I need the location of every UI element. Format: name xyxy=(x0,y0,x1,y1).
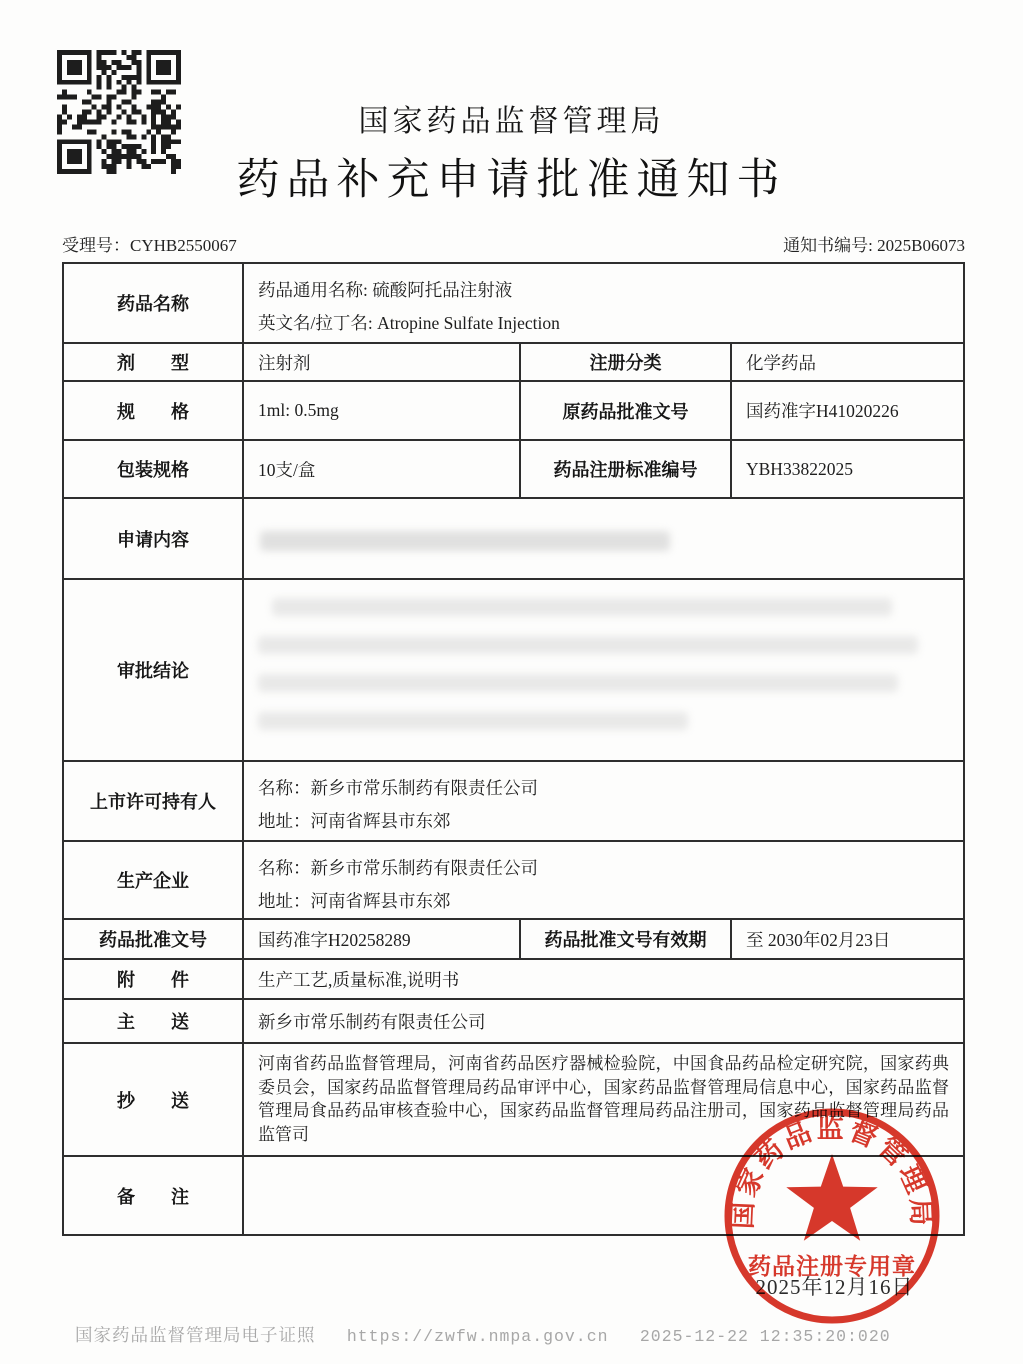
cc-label: 抄 送 xyxy=(117,1090,189,1111)
row-specification xyxy=(64,380,963,439)
mah-name: 名称：新乡市常乐制药有限责任公司 xyxy=(258,778,538,798)
row-application-content xyxy=(64,497,963,578)
manufacturer-value xyxy=(242,842,963,918)
cc-value: 河南省药品监督管理局，河南省药品医疗器械检验院，中国食品药品检定研究院，国家药典委员会，国家药品监督管理局药品审评中心，国家药品监督管理局信息中心，国家药品监督管理局食品药品审核查验中心，国家药品监督管理局药品注册司，国家药品监督管理局药品监管司 xyxy=(242,1044,963,1155)
approval-conclusion-label: 审批结论 xyxy=(117,661,189,681)
package-spec-value: 10支/盒 xyxy=(242,441,519,497)
seal-date: 2025年12月16日 xyxy=(755,1275,914,1299)
seal-ring-text: 国家药品监督管理局 xyxy=(727,1113,937,1230)
row-mah xyxy=(64,760,963,840)
row-approval-no xyxy=(64,918,963,958)
approval-no-value: 国药准字H20258289 xyxy=(242,920,519,958)
manufacturer-address: 地址：河南省辉县市东郊 xyxy=(258,891,451,911)
row-attachments xyxy=(64,958,963,998)
notice-number-label: 通知书编号: xyxy=(783,236,878,255)
approval-conclusion-redacted xyxy=(242,580,963,760)
redacted-text-blob xyxy=(260,531,670,551)
manufacturer-name: 名称：新乡市常乐制药有限责任公司 xyxy=(258,858,538,878)
mah-value xyxy=(242,762,963,840)
main-recipient-value: 新乡市常乐制药有限责任公司 xyxy=(242,1000,963,1042)
acceptance-number xyxy=(62,231,237,256)
registration-class-value: 化学药品 xyxy=(730,344,963,380)
row-dosage-form xyxy=(64,342,963,380)
document-title: 药品补充申请批准通知书 xyxy=(236,157,787,204)
registration-std-no-label: 药品注册标准编号 xyxy=(519,441,730,497)
row-package-spec xyxy=(64,439,963,497)
drug-generic-name: 药品通用名称: 硫酸阿托品注射液 xyxy=(258,280,513,300)
attachments-label: 附 件 xyxy=(117,970,189,990)
row-main-recipient xyxy=(64,998,963,1042)
mah-label: 上市许可持有人 xyxy=(90,792,216,812)
notice-number-value: 2025B06073 xyxy=(877,236,965,255)
registration-class-label: 注册分类 xyxy=(519,344,730,380)
package-spec-label: 包装规格 xyxy=(117,460,189,480)
footer-url: https://zwfw.nmpa.gov.cn xyxy=(346,1327,609,1346)
application-content-label: 申请内容 xyxy=(117,529,189,550)
approval-validity-value: 至 2030年02月23日 xyxy=(730,920,963,958)
attachments-value: 生产工艺,质量标准,说明书 xyxy=(242,960,963,998)
acceptance-number-value: CYHB2550067 xyxy=(130,236,237,255)
seal-star-icon xyxy=(786,1154,877,1241)
drug-name-value xyxy=(242,264,963,342)
main-recipient-label: 主 送 xyxy=(117,1012,189,1032)
dosage-form-value: 注射剂 xyxy=(242,344,519,380)
official-seal xyxy=(716,1100,948,1332)
meta-line xyxy=(62,231,965,256)
original-approval-no-label: 原药品批准文号 xyxy=(519,382,730,439)
agency-title: 国家药品监督管理局 xyxy=(358,105,665,138)
drug-name-label: 药品名称 xyxy=(117,294,189,314)
row-approval-conclusion xyxy=(64,578,963,760)
row-drug-name xyxy=(64,264,963,342)
specification-label: 规 格 xyxy=(117,401,189,422)
drug-english-name: 英文名/拉丁名: Atropine Sulfate Injection xyxy=(258,313,560,333)
footer-cert-label: 国家药品监督管理局电子证照 xyxy=(75,1325,316,1345)
official-seal-image xyxy=(716,1100,948,1332)
specification-value: 1ml: 0.5mg xyxy=(242,382,519,439)
redacted-text-blob xyxy=(258,712,688,730)
registration-std-no-value: YBH33822025 xyxy=(730,441,963,497)
remarks-label: 备 注 xyxy=(117,1186,189,1207)
dosage-form-label: 剂 型 xyxy=(117,353,189,373)
footer-timestamp: 2025-12-22 12:35:20:020 xyxy=(639,1327,891,1346)
approval-validity-label: 药品批准文号有效期 xyxy=(519,920,730,958)
manufacturer-label: 生产企业 xyxy=(117,871,189,891)
original-approval-no-value: 国药准字H41020226 xyxy=(730,382,963,439)
approval-no-label: 药品批准文号 xyxy=(99,930,207,950)
mah-address: 地址：河南省辉县市东郊 xyxy=(258,811,451,831)
approval-table xyxy=(62,262,965,1236)
redacted-text-blob xyxy=(258,674,898,692)
acceptance-number-label: 受理号： xyxy=(62,236,130,255)
row-manufacturer xyxy=(64,840,963,918)
notice-number xyxy=(783,231,965,256)
application-content-redacted xyxy=(242,499,963,578)
redacted-text-blob xyxy=(258,636,918,654)
seal-bottom-text: 药品注册专用章 xyxy=(748,1254,916,1279)
redacted-text-blob xyxy=(272,598,892,616)
